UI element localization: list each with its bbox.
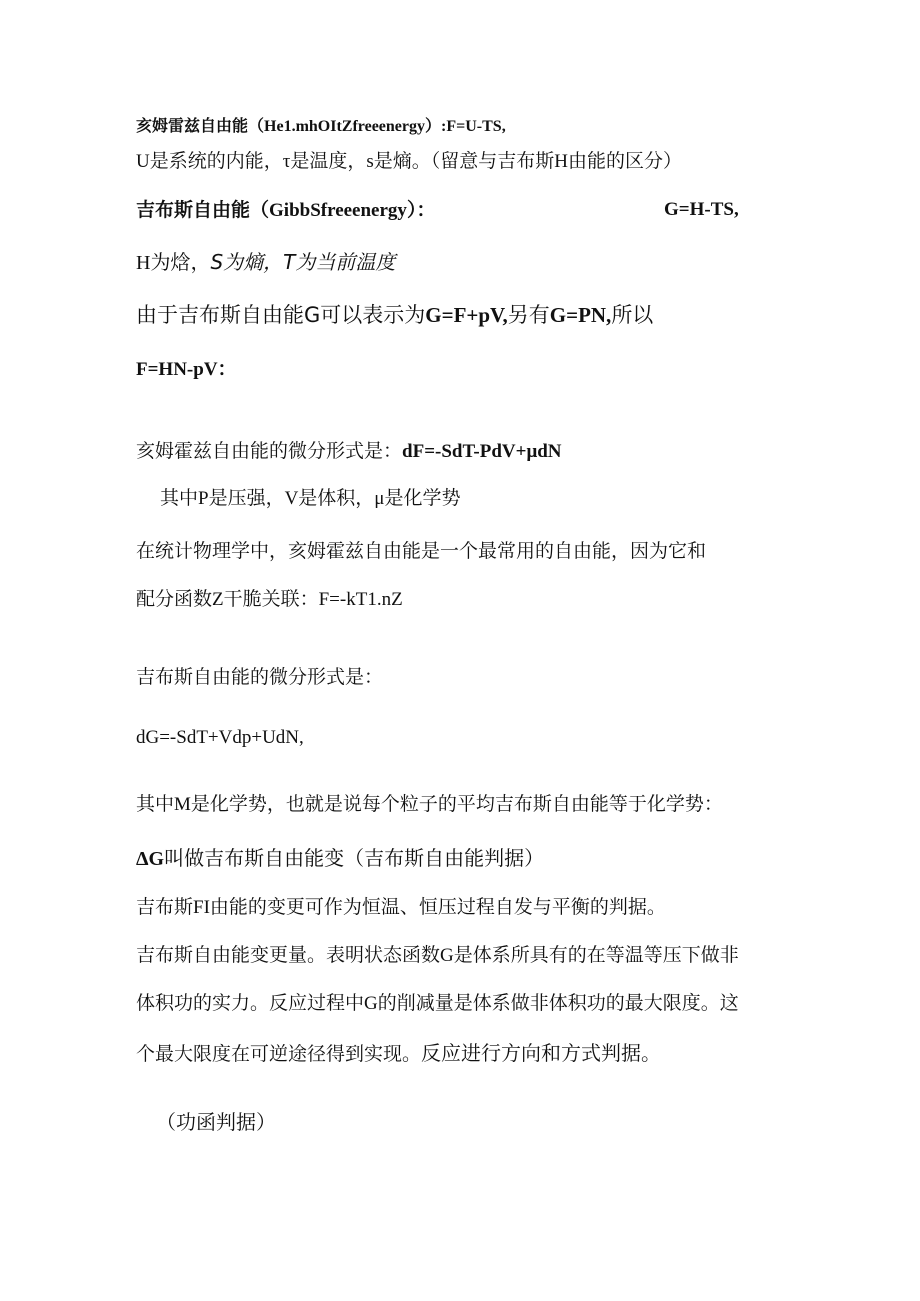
line-helmholtz-relation: F=HN-pV： — [136, 359, 237, 380]
relation-formula-2: G=PN, — [549, 303, 612, 327]
relation-text: 由于吉布斯自由能G可以表示为 — [136, 303, 426, 327]
line-change-meaning-1: 吉布斯自由能变更量。表明状态函数G是体系所具有的在等温等压下做非 — [136, 945, 739, 966]
delta-g-description: 叫做吉布斯自由能变（吉布斯自由能判据） — [164, 846, 545, 870]
line-variable-meaning: U是系统的内能，τ是温度，s是熵。（留意与吉布斯H由能的区分） — [136, 151, 682, 172]
line-gibbs-definition — [136, 199, 756, 223]
line-delta-g-heading — [136, 846, 544, 871]
line-criterion: 吉布斯FI由能的变更可作为恒温、恒压过程自发与平衡的判据。 — [136, 897, 666, 918]
line-gibbs-differential-label: 吉布斯自由能的微分形式是： — [136, 667, 384, 688]
entropy-temperature-note: S为熵，T为当前温度 — [210, 250, 396, 274]
differential-label: 亥姆霍兹自由能的微分形式是： — [136, 441, 403, 462]
relation-formula-1: G=F+pV, — [425, 303, 508, 327]
helmholtz-formula: ）:F=U-TS, — [425, 118, 506, 135]
line-statistical-physics: 在统计物理学中，亥姆霍兹自由能是一个最常用的自由能，因为它和 — [136, 541, 707, 562]
enthalpy-note: H为焓， — [136, 252, 211, 274]
line-helmholtz-definition — [136, 116, 506, 136]
line-chemical-potential-note: 其中M是化学势，也就是说每个粒子的平均吉布斯自由能等于化学势： — [136, 794, 723, 815]
reaction-direction-criterion: 反应进行方向和方式判据。 — [421, 1041, 662, 1065]
relation-connector: 另有 — [507, 303, 550, 327]
gibbs-label: 吉布斯自由能（ — [136, 199, 270, 221]
line-work-function-criterion: （功函判据） — [156, 1110, 276, 1134]
gibbs-english-name: GibbSfreeenergy — [269, 200, 407, 221]
gibbs-formula: G=H-TS, — [664, 199, 739, 220]
line-pressure-volume-note: 其中P是压强，V是体积，μ是化学势 — [160, 488, 461, 509]
line-partition-function: 配分函数Z干脆关联：F=-kT1.nZ — [136, 589, 403, 610]
line-symbol-meaning — [136, 250, 395, 275]
line-change-meaning-2: 体积功的实力。反应过程中G的削减量是体系做非体积功的最大限度。这 — [136, 993, 739, 1014]
line-helmholtz-differential — [136, 440, 562, 464]
line-change-meaning-3 — [136, 1041, 661, 1067]
line-gibbs-differential-formula: dG=-SdT+Vdp+UdN, — [136, 727, 304, 748]
helmholtz-english-name: He1.mhOItZfreeenergy — [264, 118, 426, 135]
gibbs-colon: ）： — [406, 199, 436, 221]
delta-g-symbol: ΔG — [136, 848, 165, 870]
line-gibbs-relation — [136, 303, 653, 328]
reversible-path-note: 个最大限度在可逆途径得到实现。 — [136, 1044, 422, 1065]
helmholtz-label: 亥姆雷兹自由能（ — [136, 116, 265, 135]
relation-suffix: 所以 — [611, 303, 654, 327]
helmholtz-differential-formula: dF=-SdT-PdV+μdN — [402, 441, 562, 462]
